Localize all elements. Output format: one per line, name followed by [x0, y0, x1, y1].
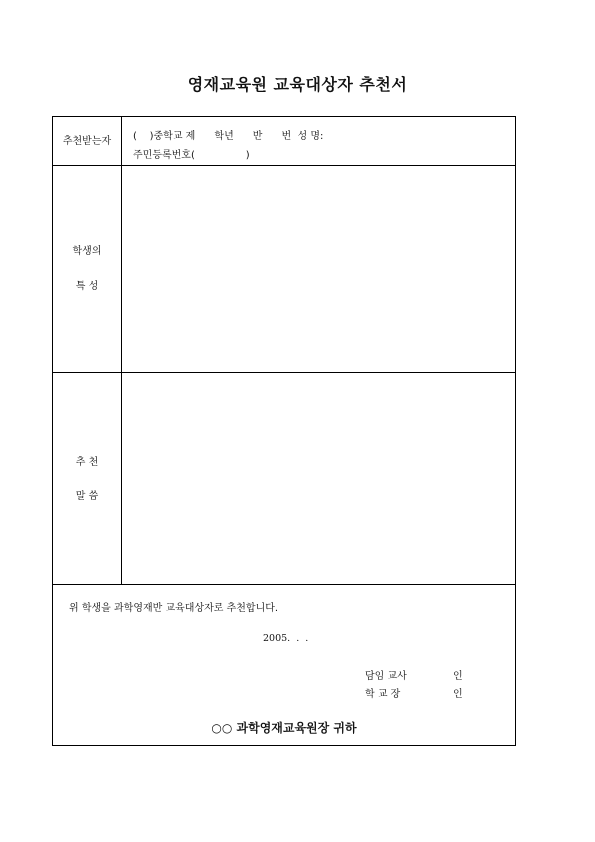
- homeroom-teacher-label: 담임 교사: [365, 671, 407, 682]
- school-grade-class-name-line: ( )중학교 제 학년 반 번 성 명:: [133, 131, 324, 142]
- recommendation-form: [52, 116, 516, 746]
- remarks-label-line1: 추 천: [75, 457, 99, 468]
- resident-number-line: 주민등록번호( ): [133, 150, 250, 161]
- recommendee-label: 추천받는자: [62, 136, 112, 147]
- addressee-line: ○○ 과학영재교육원장 귀하: [211, 721, 357, 735]
- principal-label: 학 교 장: [365, 689, 401, 700]
- teacher-seal-mark: 인: [453, 671, 463, 682]
- principal-seal-mark: 인: [453, 689, 463, 700]
- remarks-label-line2: 말 씀: [75, 491, 99, 502]
- document-title: 영재교육원 교육대상자 추천서: [187, 75, 408, 94]
- date-field: 2005. . .: [263, 633, 309, 644]
- recommendation-statement: 위 학생을 과학영재반 교육대상자로 추천합니다.: [69, 603, 279, 614]
- traits-label-line2: 특 성: [75, 281, 99, 292]
- traits-label-line1: 학생의: [72, 246, 102, 257]
- row-divider: [53, 584, 515, 585]
- column-divider: [121, 117, 122, 584]
- row-divider: [53, 372, 515, 373]
- row-divider: [53, 165, 515, 166]
